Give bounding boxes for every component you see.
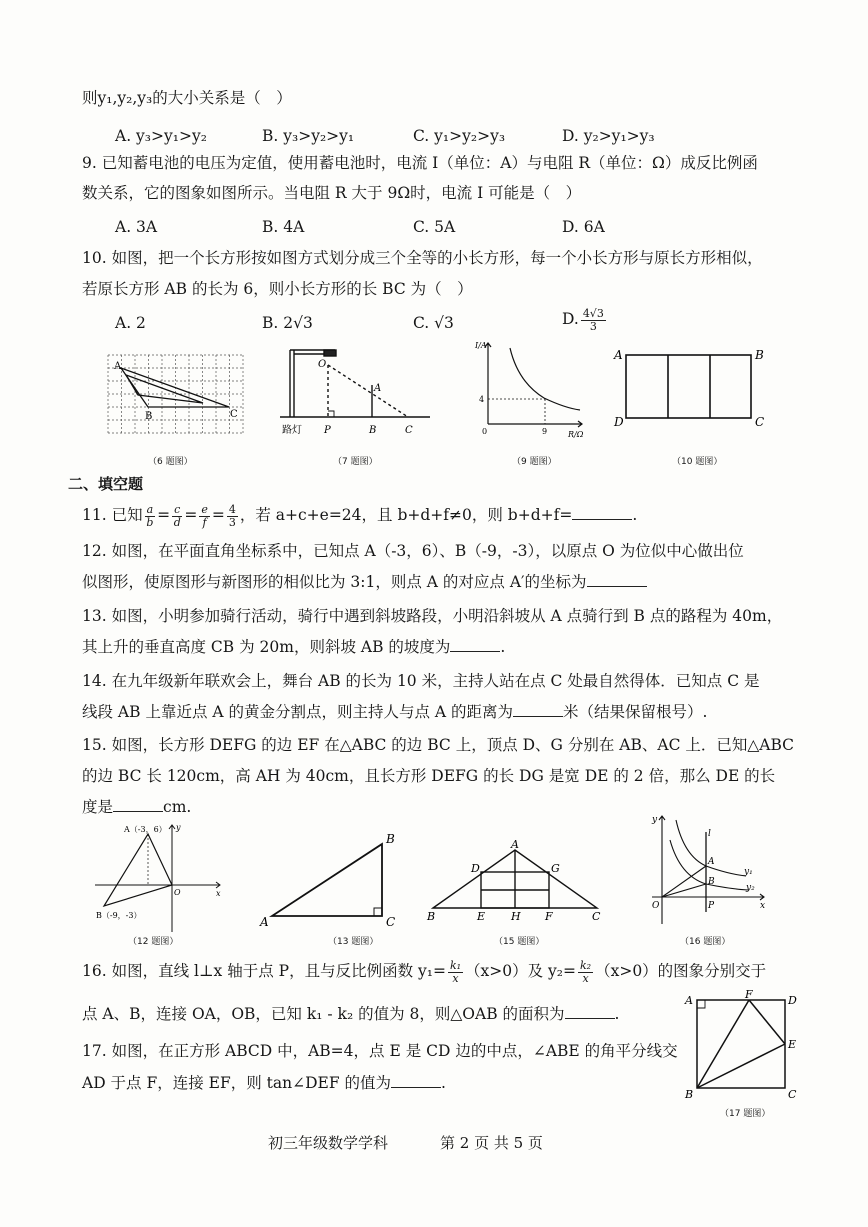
fig7-label-o: O (318, 359, 327, 370)
q17-line2 (82, 1075, 446, 1093)
fig17-label-c: C (788, 1088, 797, 1101)
fig6-caption: （6 题图） (148, 457, 193, 467)
fig9-y-axis-label: I/A (475, 341, 487, 350)
fig15-label-d: D (471, 862, 480, 875)
fig17-label-f: F (745, 988, 753, 1001)
fig17-caption: （17 题图） (720, 1109, 771, 1119)
q17-line2-text: AD 于点 F，连接 EF，则 tan∠DEF 的值为 (82, 1074, 392, 1092)
fig10-rectangle-figure (612, 345, 782, 435)
q15-line1: 15. 如图，长方形 DEFG 的边 EF 在△ABC 的边 BC 上，顶点 D、G 分别在 AB、AC 上．已知△ABC (82, 736, 795, 754)
fig9-x-axis-label: R/Ω (568, 430, 584, 439)
q9-option-a: A. 3A (115, 218, 158, 236)
q17-answer-blank[interactable] (391, 1075, 441, 1088)
q15-answer-blank[interactable] (113, 799, 163, 812)
q15-line2: 的边 BC 长 120cm，高 AH 为 40cm，且长方形 DEFG 的长 DG 是宽 DE 的 2 倍，那么 DE 的长 (82, 767, 776, 785)
fig7-lamp-label: 路灯 (282, 425, 302, 436)
fig12-point-b: B（-9，-3） (96, 911, 142, 920)
fig12-caption: （12 题图） (128, 937, 179, 947)
q13-line1: 13. 如图，小明参加骑行活动，骑行中遇到斜坡路段，小明沿斜坡从 A 点骑行到 B 点的路程为 40m， (82, 607, 783, 625)
q11-end: . (632, 506, 638, 525)
fig7-label-c: C (405, 425, 413, 436)
q11-frac-43-den: 3 (228, 515, 236, 529)
q12-line2 (82, 574, 647, 592)
q11-frac-ef-den: f (202, 515, 207, 529)
fig17-square-figure (683, 988, 801, 1104)
fig16-label-a: A (708, 857, 715, 867)
fig15-label-h: H (511, 910, 521, 923)
fig13-label-b: B (386, 832, 395, 846)
q10-option-d (562, 308, 608, 332)
fig10-label-c: C (755, 415, 765, 429)
fig16-label-y2: y₂ (746, 883, 755, 893)
fig13-label-c: C (386, 915, 396, 929)
q11-frac-cd-num: c (174, 503, 181, 516)
fig16-label-o: O (652, 901, 660, 911)
fig10-label-a: A (614, 348, 623, 362)
fig7-lamp-figure (280, 345, 430, 440)
q16-part-a: 16. 如图，直线 l⊥x 轴于点 P，且与反比例函数 y₁= (82, 962, 446, 981)
fig16-inverse-functions-figure (640, 812, 770, 930)
q14-line2 (82, 704, 707, 722)
fig17-label-d: D (788, 994, 797, 1007)
fig15-label-e: E (477, 910, 486, 923)
q16-line1 (82, 960, 766, 984)
fig15-caption: （15 题图） (494, 937, 545, 947)
fig6-label-b: B (145, 411, 153, 422)
fig17-label-e: E (788, 1038, 797, 1051)
fig9-caption: （9 题图） (512, 457, 557, 467)
q12-line1: 12. 如图，在平面直角坐标系中，已知点 A（-3，6）、B（-9，-3），以原点 O 为位似中心做出位 (82, 542, 744, 560)
q9-option-b: B. 4A (262, 218, 305, 236)
q15-end: cm. (163, 798, 192, 816)
q10-option-d-frac (581, 308, 606, 332)
q16-frac2-num: k₂ (580, 959, 592, 972)
fig13-slope-figure (258, 828, 408, 928)
fig16-label-b: B (708, 877, 715, 887)
q11-frac-cd-den: d (173, 515, 181, 529)
fig7-label-a: A (374, 383, 382, 394)
q16-end: . (614, 1005, 620, 1023)
q14-end: 米（结果保留根号）. (563, 703, 708, 721)
fig12-coordinate-figure (90, 820, 230, 935)
q11-frac-ef-num: e (201, 503, 208, 516)
fig7-label-b: B (369, 425, 377, 436)
q11-frac-43-num: 4 (228, 503, 236, 516)
fig16-label-y1: y₁ (744, 867, 753, 877)
q12-answer-blank[interactable] (587, 574, 647, 587)
fig15-triangle-rectangle-figure (425, 838, 610, 928)
footer-subject: 初三年级数学学科 (268, 1134, 389, 1152)
fig7-caption: （7 题图） (333, 457, 378, 467)
fig15-label-a: A (511, 838, 519, 851)
q11-prefix: 11. 已知 (82, 506, 143, 525)
fig12-point-a: A（-3，6） (124, 825, 167, 834)
q10-option-a: A. 2 (115, 314, 146, 332)
q15-line3 (82, 799, 191, 817)
q13-line2 (82, 639, 505, 657)
fig16-label-x: x (760, 901, 766, 911)
q9-option-c: C. 5A (413, 218, 456, 236)
q16-answer-blank[interactable] (565, 1006, 615, 1019)
fig7-label-p: P (324, 425, 331, 436)
q14-line2-text: 线段 AB 上靠近点 A 的黄金分割点，则主持人与点 A 的距离为 (82, 703, 514, 721)
q17-end: . (441, 1074, 446, 1092)
q16-line2-text: 点 A、B，连接 OA，OB，已知 k₁ - k₂ 的值为 8，则△OAB 的面积为 (82, 1005, 565, 1023)
q14-answer-blank[interactable] (513, 704, 563, 717)
fig12-x-axis: x (216, 889, 221, 898)
q13-line2-text: 其上升的垂直高度 CB 为 20m，则斜坡 AB 的坡度为 (82, 638, 451, 656)
q10-option-d-letter: D. (562, 310, 579, 329)
fig9-y-tick: 4 (479, 395, 485, 404)
q8-option-c: C. y₁>y₂>y₃ (413, 127, 506, 145)
q11-line: 11. 已知 $\frac{a}{b}$ = $\frac{c}{d}$ = $\frac{e}{f}$ = $\frac{4}{3}$ ，若 a+c+e=24，且 b+d+f≠0，则 b+d+f= . (82, 503, 638, 529)
q9-line1: 9. 已知蓄电池的电压为定值，使用蓄电池时，电流 I（单位：A）与电阻 R（单位：Ω）成反比例函 (82, 154, 758, 172)
q11-answer-blank[interactable] (572, 507, 632, 520)
q11-frac-ab-num: a (146, 503, 154, 516)
q14-line1: 14. 在九年级新年联欢会上，舞台 AB 的长为 10 米，主持人站在点 C 处最自然得体．已知点 C 是 (82, 672, 760, 690)
fig15-label-f: F (545, 910, 553, 923)
q12-line2-text: 似图形，使原图形与新图形的相似比为 3:1，则点 A 的对应点 A′的坐标为 (82, 573, 587, 591)
q11-frac-ab (145, 504, 156, 528)
q10-line1: 10. 如图，把一个长方形按如图方式划分成三个全等的小长方形，每一个小长方形与原长方形相似， (82, 249, 763, 267)
fig17-label-b: B (685, 1088, 694, 1101)
fig16-label-l: l (708, 829, 711, 839)
q16-line2 (82, 1006, 619, 1024)
q10-line2: 若原长方形 AB 的长为 6，则小长方形的长 BC 为（ ） (82, 280, 473, 298)
q9-option-d: D. 6A (562, 218, 605, 236)
q16-frac2 (578, 960, 593, 984)
q16-frac1-num: k₁ (449, 959, 462, 972)
q11-frac-ef (199, 504, 210, 528)
q8-option-d: D. y₂>y₁>y₃ (562, 127, 655, 145)
fig16-label-p: P (708, 901, 715, 911)
q16-frac1-den: x (452, 971, 459, 985)
q8-option-a: A. y₃>y₁>y₂ (115, 127, 207, 145)
q16-frac2-den: x (582, 971, 589, 985)
fig10-label-b: B (755, 348, 764, 362)
fig17-label-a: A (685, 994, 693, 1007)
q15-line3-text: 度是 (82, 798, 114, 816)
fig12-y-axis: y (176, 823, 181, 832)
q13-end: . (500, 638, 506, 656)
fig10-label-d: D (614, 415, 624, 429)
q16-frac1 (448, 960, 463, 984)
q8-stem: 则y₁,y₂,y₃的大小关系是（ ） (82, 89, 292, 107)
q16-part-b: （x>0）及 y₂= (465, 962, 577, 981)
q8-option-b: B. y₃>y₂>y₁ (262, 127, 355, 145)
fig15-label-b: B (427, 910, 436, 923)
q11-frac-ab-den: b (146, 515, 154, 529)
fig10-caption: （10 题图） (672, 457, 723, 467)
q10-option-b: B. 2√3 (262, 314, 313, 332)
footer-page-number: 第 2 页 共 5 页 (440, 1134, 543, 1152)
q11-frac-43 (227, 504, 238, 528)
q11-frac-cd (172, 504, 182, 528)
fig15-label-g: G (551, 862, 560, 875)
q9-line2: 数关系，它的图象如图所示。当电阻 R 大于 9Ω时，电流 I 可能是（ ） (82, 184, 582, 202)
fig9-x-tick: 9 (542, 427, 548, 436)
q11-suffix: ，若 a+c+e=24，且 b+d+f≠0，则 b+d+f= (239, 506, 573, 525)
q10-option-d-den: 3 (589, 319, 597, 333)
fig6-label-c: C (230, 409, 238, 420)
section-title: 二、填空题 (68, 475, 144, 493)
fig6-grid-figure (108, 355, 243, 435)
fig15-label-c: C (592, 910, 601, 923)
q10-option-d-num: 4√3 (582, 307, 604, 320)
fig16-caption: （16 题图） (680, 937, 731, 947)
fig16-label-y: y (652, 815, 658, 825)
fig6-label-a: A (114, 361, 122, 372)
q17-line1: 17. 如图，在正方形 ABCD 中，AB=4，点 E 是 CD 边的中点，∠ABE 的角平分线交 (82, 1042, 678, 1060)
fig13-caption: （13 题图） (328, 937, 379, 947)
fig13-label-a: A (260, 915, 269, 929)
q16-part-c: （x>0）的图象分别交于 (595, 962, 767, 981)
fig12-origin: O (174, 888, 181, 897)
q10-option-c: C. √3 (413, 314, 454, 332)
q13-answer-blank[interactable] (450, 639, 500, 652)
fig9-graph-figure (470, 338, 590, 443)
fig9-origin: 0 (482, 427, 488, 436)
